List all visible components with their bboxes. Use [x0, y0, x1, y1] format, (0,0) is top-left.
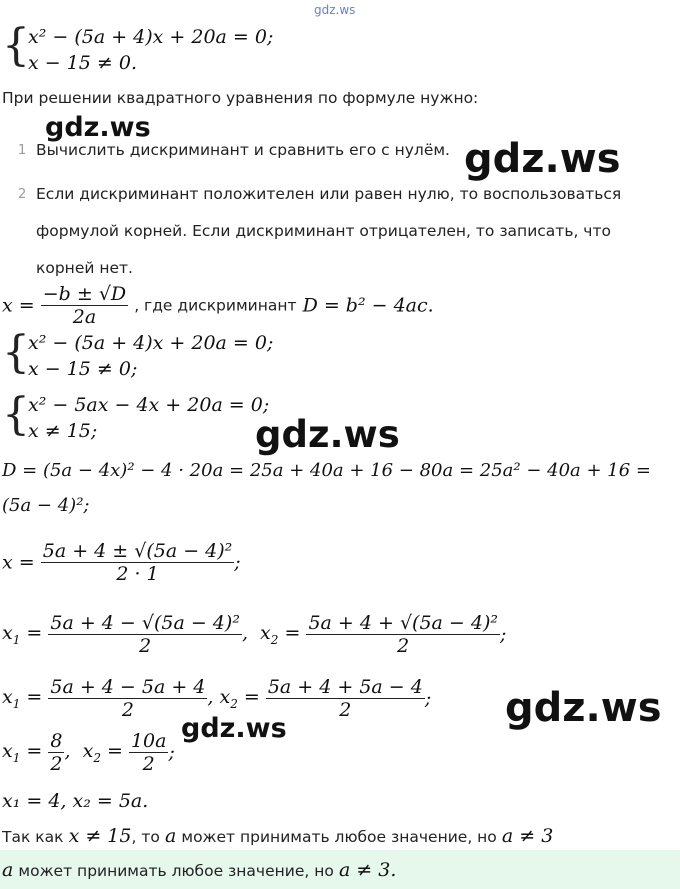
answer: a может принимать любое значение, но a ≠ 3.: [2, 859, 397, 881]
system1-eq1: x² − (5a + 4)x + 20a = 0;: [28, 26, 274, 48]
system-brace: {: [2, 20, 30, 71]
system1-eq2: x − 15 ≠ 0.: [28, 52, 138, 74]
quadratic-formula: x = $\frac{-b \pm √D}{2a}$ , где дискриминант D = b² − 4ac.: [2, 283, 434, 327]
watermark: gdz.ws: [464, 136, 621, 182]
step-text: Если дискриминант положителен или равен нулю, то воспользоваться: [36, 185, 622, 203]
intro-text: При решении квадратного уравнения по формуле нужно:: [2, 89, 479, 107]
system-brace: {: [2, 327, 30, 378]
system-brace: {: [2, 389, 30, 440]
conclusion: Так как x ≠ 15, то a может принимать любое значение, но a ≠ 3: [2, 825, 554, 847]
roots-radical: $x_1$ = $\frac{\text{5a + 4 − √(5a − 4)²}}{2}$ , $x_2$ = $\frac{\text{5a + 4 + √(5a − 4)²}}{2}$ ;: [2, 612, 507, 657]
system3-eq1: x² − 5ax − 4x + 20a = 0;: [28, 394, 270, 416]
step-text: Вычислить дискриминант и сравнить его с нулём.: [36, 141, 450, 159]
watermark: gdz.ws: [505, 685, 662, 731]
watermark: gdz.ws: [45, 112, 151, 143]
step-text: формулой корней. Если дискриминант отрицателен, то записать, что: [36, 222, 611, 240]
roots-formula: x = $\frac{\text{5a + 4 ± √(5a − 4)²}}{2 \cdot 1}$ ;: [2, 540, 241, 585]
system3-eq2: x ≠ 15;: [28, 420, 98, 442]
step-text: корней нет.: [36, 259, 133, 277]
watermark-top: gdz.ws: [314, 3, 356, 17]
system2-eq2: x − 15 ≠ 0;: [28, 358, 138, 380]
watermark: gdz.ws: [181, 713, 287, 744]
roots-fractions: $x_1$ = $\frac{8}{2}$ , $x_2$ = $\frac{10a}{2}$ ;: [2, 730, 175, 775]
discriminant-result: (5a − 4)²;: [2, 495, 90, 516]
watermark: gdz.ws: [255, 413, 400, 456]
roots-final: x₁ = 4, x₂ = 5a.: [2, 790, 149, 812]
discriminant-line: D = (5a − 4x)² − 4 · 20a = 25a + 40a + 16 − 80a = 25a² − 40a + 16 =: [2, 460, 651, 481]
roots-simplified: $x_1$ = $\frac{5a + 4 - 5a + 4}{2}$ , $x_2$ = $\frac{5a + 4 + 5a - 4}{2}$ ;: [2, 676, 432, 721]
step-number: 1: [18, 143, 27, 158]
step-number: 2: [18, 187, 27, 202]
system2-eq1: x² − (5a + 4)x + 20a = 0;: [28, 332, 274, 354]
